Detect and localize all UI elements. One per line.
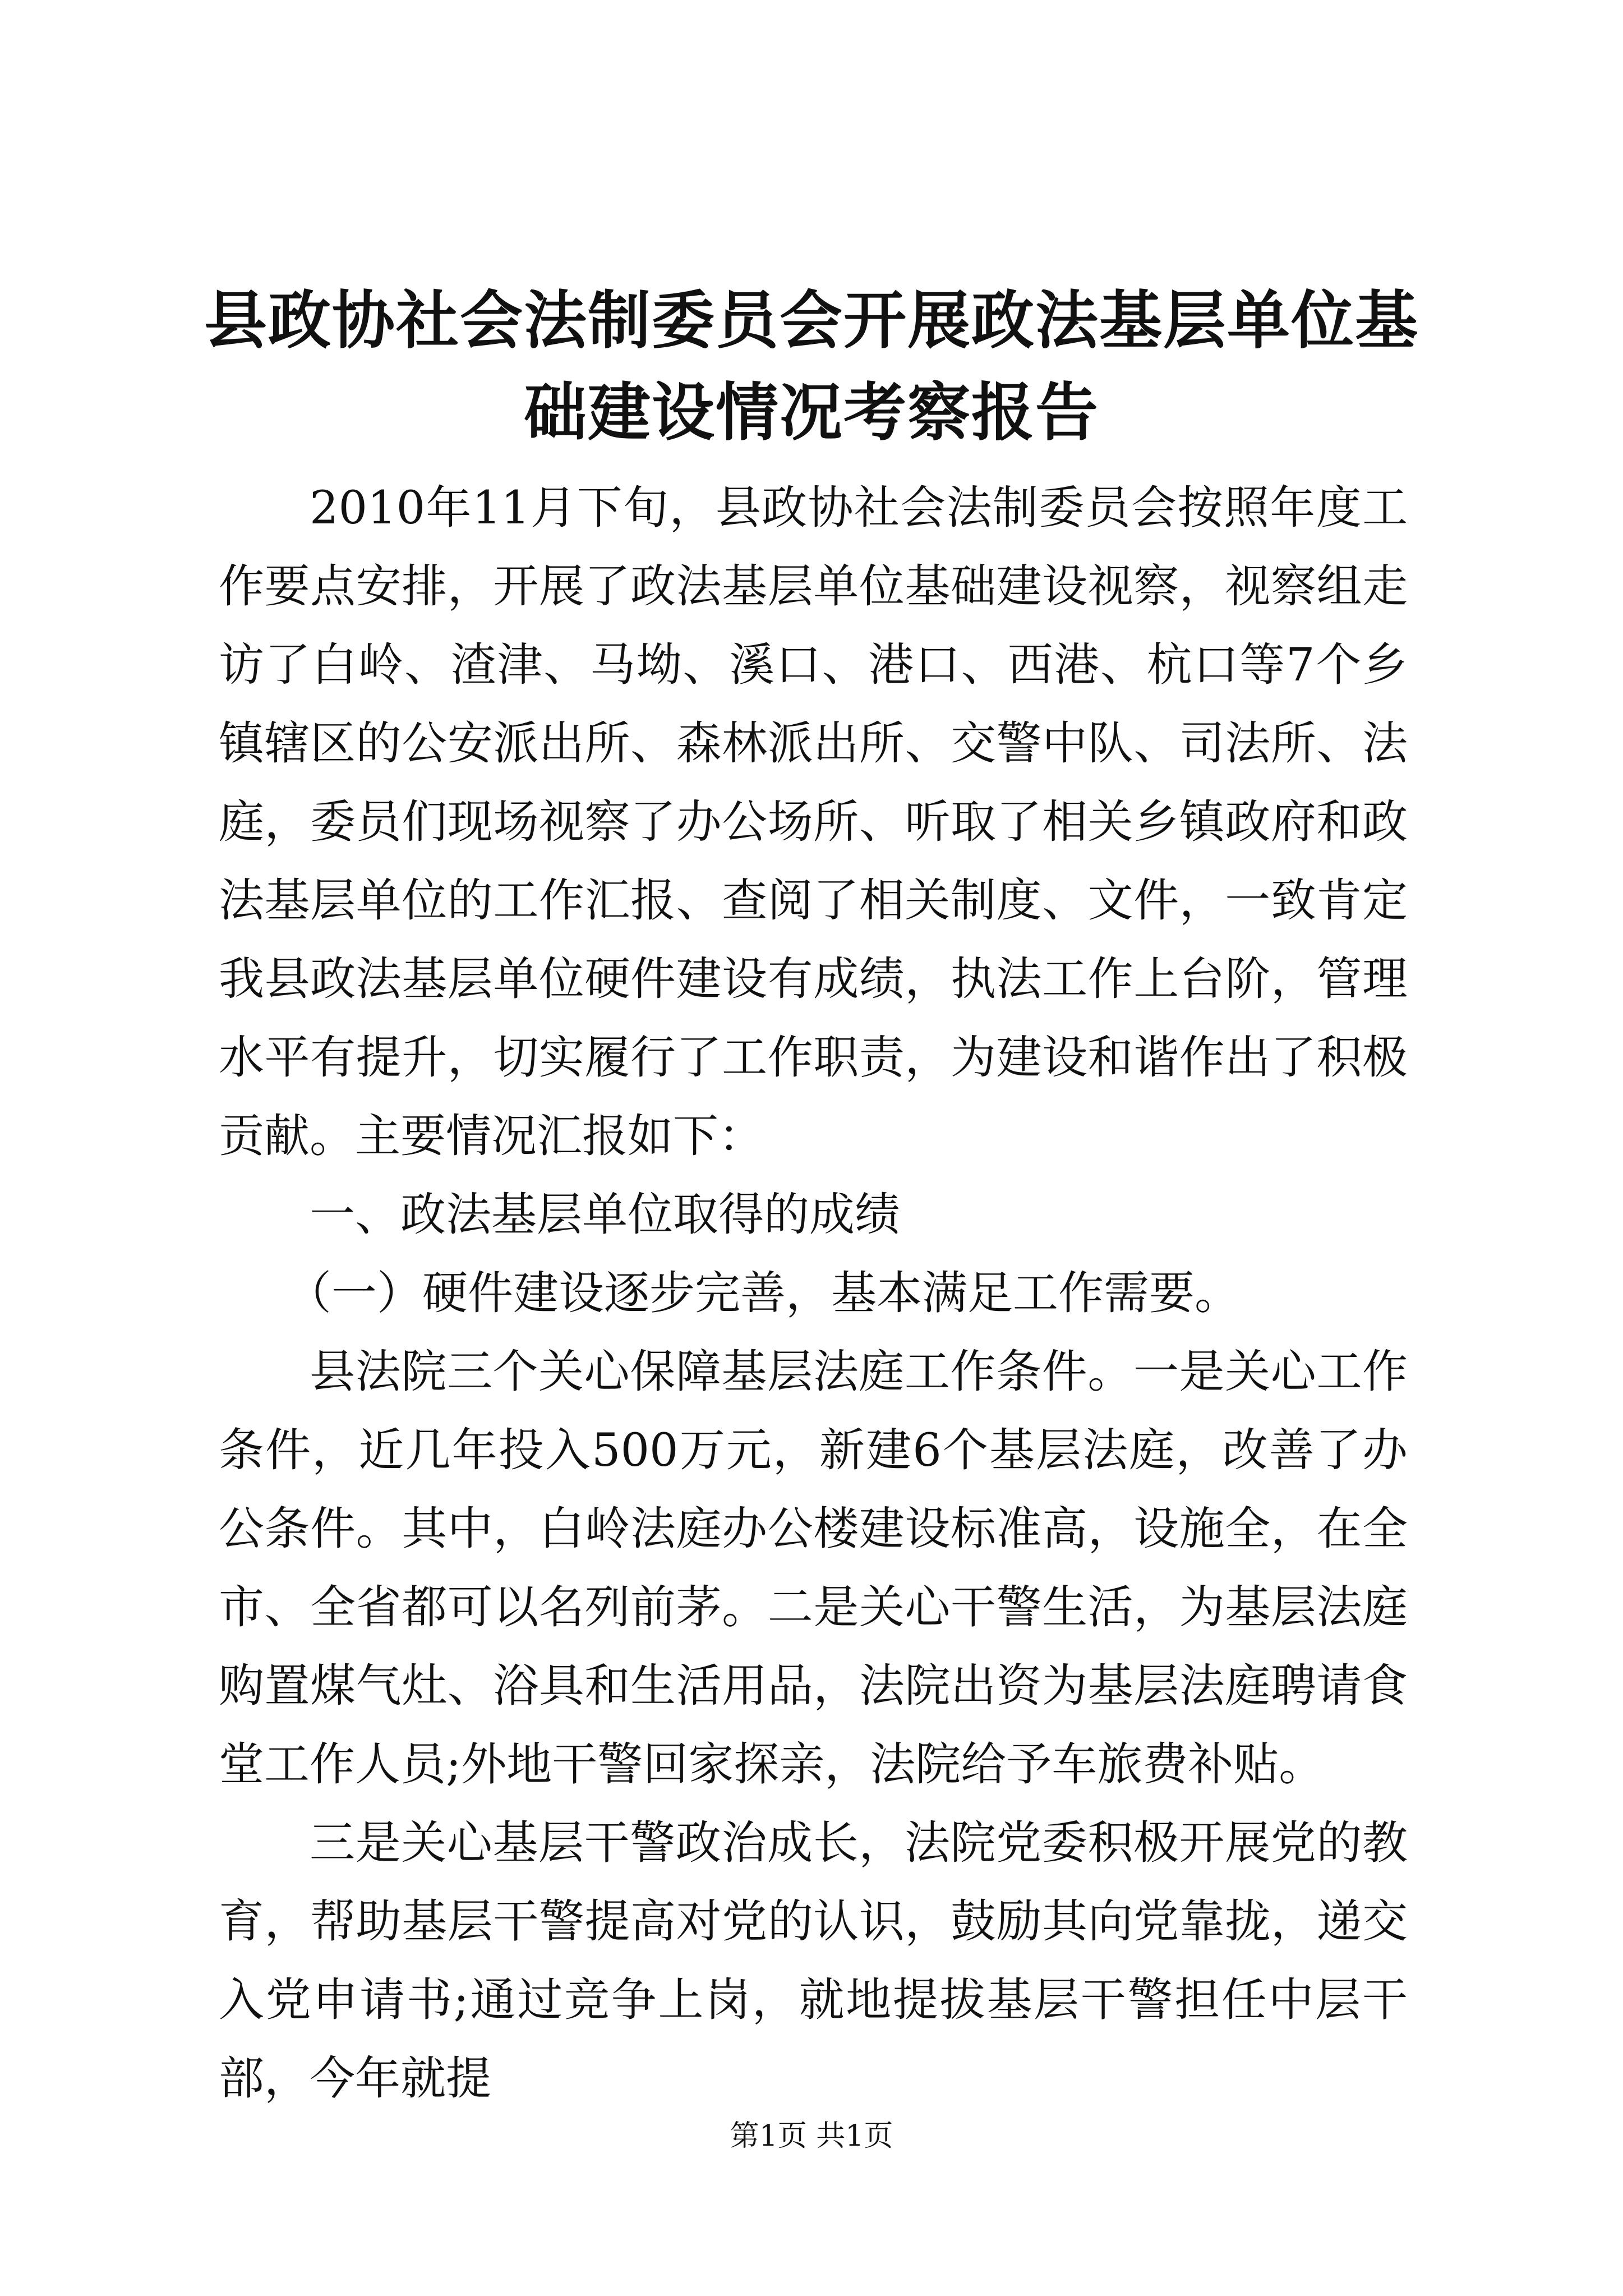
paragraph-intro: 2010年11月下旬，县政协社会法制委员会按照年度工作要点安排，开展了政法基层单位基础建设视察，视察组走访了白岭、渣津、马坳、溪口、港口、西港、杭口等7个乡镇辖区的公安派出所、森林派出所、交警中队、司法所、法庭，委员们现场视察了办公场所、听取了相关乡镇政府和政法基层单位的工作汇报、查阅了相关制度、文件，一致肯定我县政法基层单位硬件建设有成绩，执法工作上台阶，管理水平有提升，切实履行了工作职责，为建设和谐作出了积极贡献。主要情况汇报如下： <box>219 482 1408 1163</box>
page-number-current: 第1页 <box>730 2119 807 2153</box>
page-footer <box>0 2116 1623 2156</box>
page-number-total: 共1页 <box>816 2119 893 2153</box>
document-title: 县政协社会法制委员会开展政法基层单位基础建设情况考察报告 <box>204 284 1419 449</box>
paragraph-court: 县法院三个关心保障基层法庭工作条件。一是关心工作条件，近几年投入500万元，新建6个基层法庭，改善了办公条件。其中，白岭法庭办公楼建设标准高，设施全，在全市、全省都可以名列前茅。二是关心干警生活，为基层法庭购置煤气灶、浴具和生活用品，法院出资为基层法庭聘请食堂工作人员;外地干警回家探亲，法院给予车旅费补贴。 <box>219 1346 1408 1791</box>
document-body <box>219 469 1408 2118</box>
subsection-heading-1: （一）硬件建设逐步完善，基本满足工作需要。 <box>286 1267 1241 1320</box>
paragraph-political-growth: 三是关心基层干警政治成长，法院党委积极开展党的教育，帮助基层干警提高对党的认识，鼓励其向党靠拢，递交入党申请书;通过竞争上岗，就地提拔基层干警担任中层干部，今年就提 <box>219 1817 1408 2105</box>
section-heading-1: 一、政法基层单位取得的成绩 <box>310 1189 901 1241</box>
